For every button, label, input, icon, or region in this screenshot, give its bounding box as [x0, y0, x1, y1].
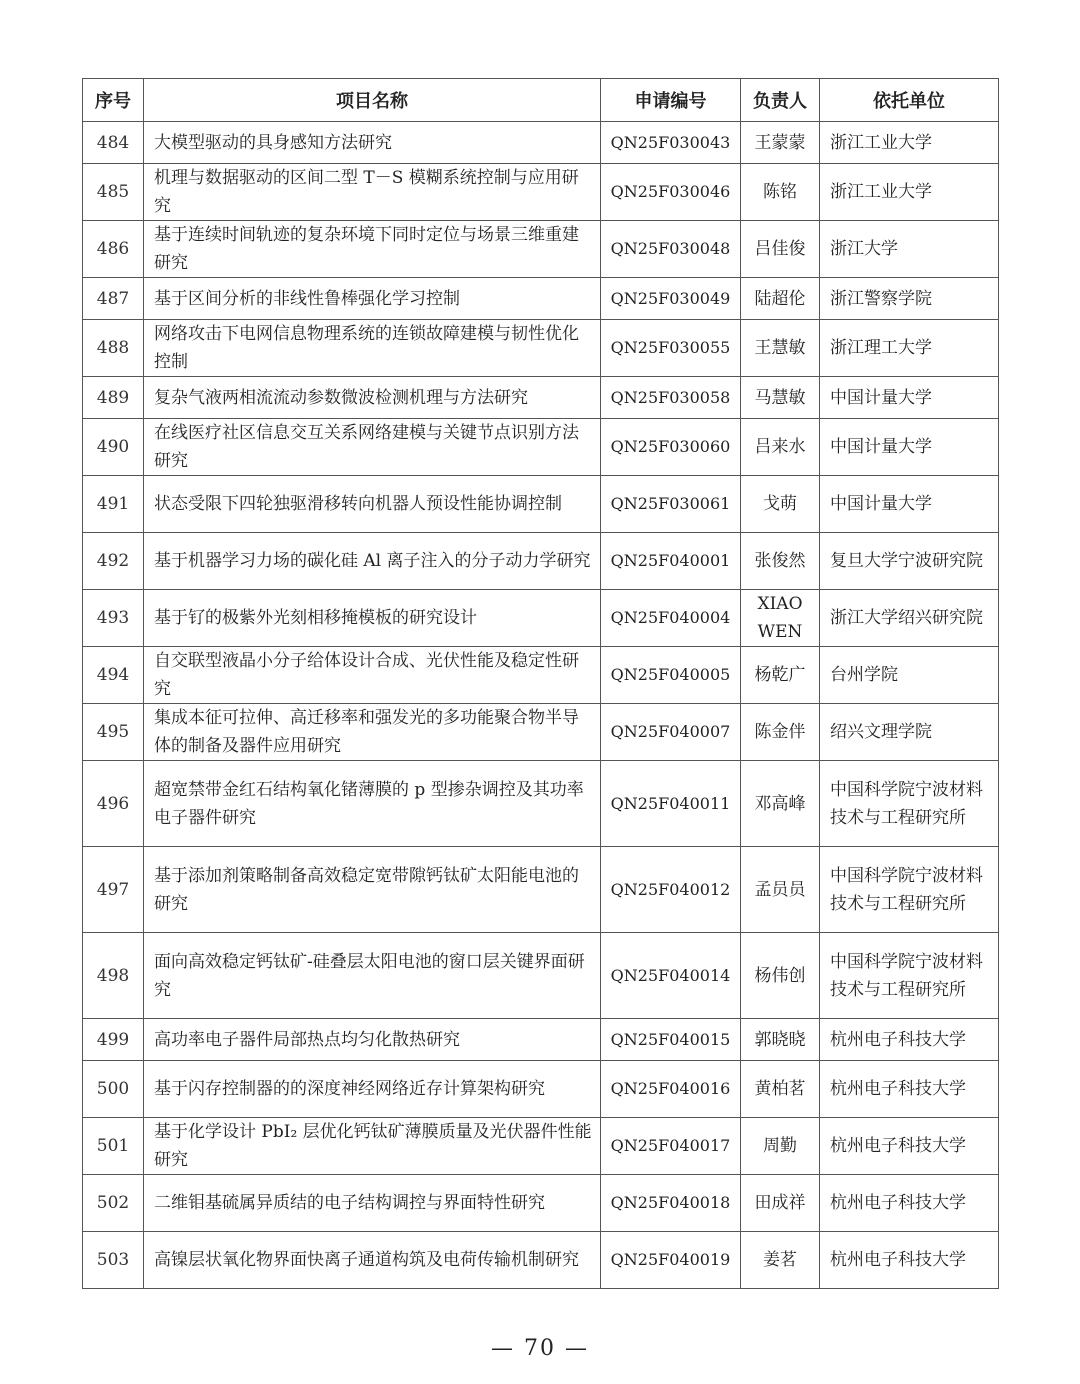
table-row [83, 1019, 999, 1061]
table-row [83, 320, 999, 377]
cell-serial-number: 484 [83, 122, 144, 164]
cell-project-name: 基于钌的极紫外光刻相移掩模板的研究设计 [144, 590, 601, 647]
table-row [83, 590, 999, 647]
cell-application-code: QN25F040012 [601, 847, 741, 933]
header-row [83, 79, 999, 122]
cell-application-code: QN25F030046 [601, 164, 741, 221]
cell-application-code: QN25F040019 [601, 1232, 741, 1289]
cell-serial-number: 492 [83, 533, 144, 590]
table-row [83, 533, 999, 590]
cell-host-institution: 中国计量大学 [820, 476, 999, 533]
header-host-institution: 依托单位 [820, 79, 999, 122]
cell-serial-number: 489 [83, 377, 144, 419]
cell-project-name: 基于连续时间轨迹的复杂环境下同时定位与场景三维重建研究 [144, 221, 601, 278]
cell-project-name: 大模型驱动的具身感知方法研究 [144, 122, 601, 164]
cell-application-code: QN25F030049 [601, 278, 741, 320]
cell-application-code: QN25F030048 [601, 221, 741, 278]
cell-application-code: QN25F040001 [601, 533, 741, 590]
cell-host-institution: 浙江大学绍兴研究院 [820, 590, 999, 647]
cell-project-name: 网络攻击下电网信息物理系统的连锁故障建模与韧性优化控制 [144, 320, 601, 377]
cell-project-name: 基于机器学习力场的碳化硅 Al 离子注入的分子动力学研究 [144, 533, 601, 590]
cell-serial-number: 490 [83, 419, 144, 476]
cell-principal-investigator: 郭晓晓 [741, 1019, 820, 1061]
cell-principal-investigator: 邓高峰 [741, 761, 820, 847]
cell-host-institution: 杭州电子科技大学 [820, 1061, 999, 1118]
cell-serial-number: 488 [83, 320, 144, 377]
cell-serial-number: 499 [83, 1019, 144, 1061]
cell-principal-investigator: 王慧敏 [741, 320, 820, 377]
cell-principal-investigator: 张俊然 [741, 533, 820, 590]
cell-serial-number: 500 [83, 1061, 144, 1118]
cell-serial-number: 487 [83, 278, 144, 320]
page-number: — 70 — [491, 1336, 589, 1361]
cell-principal-investigator: 王蒙蒙 [741, 122, 820, 164]
cell-project-name: 状态受限下四轮独驱滑移转向机器人预设性能协调控制 [144, 476, 601, 533]
cell-host-institution: 浙江理工大学 [820, 320, 999, 377]
cell-serial-number: 497 [83, 847, 144, 933]
cell-principal-investigator: 戈萌 [741, 476, 820, 533]
table-row [83, 847, 999, 933]
cell-serial-number: 495 [83, 704, 144, 761]
cell-host-institution: 中国科学院宁波材料技术与工程研究所 [820, 847, 999, 933]
table-row [83, 164, 999, 221]
cell-application-code: QN25F040004 [601, 590, 741, 647]
cell-serial-number: 501 [83, 1118, 144, 1175]
cell-project-name: 基于添加剂策略制备高效稳定宽带隙钙钛矿太阳能电池的研究 [144, 847, 601, 933]
table-row [83, 933, 999, 1019]
header-serial-number: 序号 [83, 79, 144, 122]
table-row [83, 122, 999, 164]
table-row [83, 476, 999, 533]
cell-host-institution: 杭州电子科技大学 [820, 1175, 999, 1232]
cell-host-institution: 杭州电子科技大学 [820, 1232, 999, 1289]
table-header [83, 79, 999, 122]
cell-project-name: 二维钼基硫属异质结的电子结构调控与界面特性研究 [144, 1175, 601, 1232]
table-row [83, 1061, 999, 1118]
cell-principal-investigator: 陈金伴 [741, 704, 820, 761]
cell-serial-number: 502 [83, 1175, 144, 1232]
cell-principal-investigator: 黄柏茗 [741, 1061, 820, 1118]
cell-host-institution: 中国科学院宁波材料技术与工程研究所 [820, 933, 999, 1019]
cell-host-institution: 杭州电子科技大学 [820, 1019, 999, 1061]
cell-principal-investigator: 姜茗 [741, 1232, 820, 1289]
cell-application-code: QN25F040017 [601, 1118, 741, 1175]
cell-principal-investigator: 吕来水 [741, 419, 820, 476]
cell-project-name: 复杂气液两相流流动参数微波检测机理与方法研究 [144, 377, 601, 419]
cell-project-name: 基于化学设计 PbI₂ 层优化钙钛矿薄膜质量及光伏器件性能研究 [144, 1118, 601, 1175]
cell-host-institution: 杭州电子科技大学 [820, 1118, 999, 1175]
project-list-table [82, 78, 999, 1289]
cell-host-institution: 中国计量大学 [820, 419, 999, 476]
table-row [83, 647, 999, 704]
cell-host-institution: 中国科学院宁波材料技术与工程研究所 [820, 761, 999, 847]
cell-application-code: QN25F030058 [601, 377, 741, 419]
cell-project-name: 高功率电子器件局部热点均匀化散热研究 [144, 1019, 601, 1061]
cell-application-code: QN25F040005 [601, 647, 741, 704]
table-body [83, 122, 999, 1289]
header-project-name: 项目名称 [144, 79, 601, 122]
cell-principal-investigator: 吕佳俊 [741, 221, 820, 278]
cell-serial-number: 491 [83, 476, 144, 533]
cell-application-code: QN25F030061 [601, 476, 741, 533]
table-row [83, 1118, 999, 1175]
cell-principal-investigator: 杨伟创 [741, 933, 820, 1019]
cell-serial-number: 486 [83, 221, 144, 278]
table-row [83, 419, 999, 476]
cell-application-code: QN25F040007 [601, 704, 741, 761]
cell-project-name: 集成本征可拉伸、高迁移率和强发光的多功能聚合物半导体的制备及器件应用研究 [144, 704, 601, 761]
cell-project-name: 机理与数据驱动的区间二型 T－S 模糊系统控制与应用研究 [144, 164, 601, 221]
table-row [83, 1232, 999, 1289]
cell-principal-investigator: 陆超伦 [741, 278, 820, 320]
cell-application-code: QN25F030060 [601, 419, 741, 476]
cell-host-institution: 绍兴文理学院 [820, 704, 999, 761]
cell-host-institution: 浙江工业大学 [820, 122, 999, 164]
header-application-code: 申请编号 [601, 79, 741, 122]
cell-project-name: 基于区间分析的非线性鲁棒强化学习控制 [144, 278, 601, 320]
cell-application-code: QN25F040018 [601, 1175, 741, 1232]
cell-project-name: 在线医疗社区信息交互关系网络建模与关键节点识别方法研究 [144, 419, 601, 476]
header-principal-investigator: 负责人 [741, 79, 820, 122]
cell-host-institution: 中国计量大学 [820, 377, 999, 419]
cell-host-institution: 浙江警察学院 [820, 278, 999, 320]
cell-principal-investigator: 杨乾广 [741, 647, 820, 704]
cell-project-name: 基于闪存控制器的的深度神经网络近存计算架构研究 [144, 1061, 601, 1118]
cell-project-name: 面向高效稳定钙钛矿-硅叠层太阳电池的窗口层关键界面研究 [144, 933, 601, 1019]
cell-application-code: QN25F040015 [601, 1019, 741, 1061]
cell-project-name: 超宽禁带金红石结构氧化锗薄膜的 p 型掺杂调控及其功率电子器件研究 [144, 761, 601, 847]
cell-serial-number: 496 [83, 761, 144, 847]
cell-host-institution: 浙江大学 [820, 221, 999, 278]
table-row [83, 704, 999, 761]
cell-serial-number: 485 [83, 164, 144, 221]
cell-application-code: QN25F040011 [601, 761, 741, 847]
table-row [83, 221, 999, 278]
cell-project-name: 高镍层状氧化物界面快离子通道构筑及电荷传输机制研究 [144, 1232, 601, 1289]
cell-principal-investigator: 田成祥 [741, 1175, 820, 1232]
cell-application-code: QN25F030055 [601, 320, 741, 377]
cell-serial-number: 503 [83, 1232, 144, 1289]
cell-serial-number: 498 [83, 933, 144, 1019]
table-row [83, 1175, 999, 1232]
cell-host-institution: 浙江工业大学 [820, 164, 999, 221]
cell-host-institution: 台州学院 [820, 647, 999, 704]
cell-principal-investigator: 马慧敏 [741, 377, 820, 419]
cell-principal-investigator: 孟员员 [741, 847, 820, 933]
cell-principal-investigator: 周勤 [741, 1118, 820, 1175]
cell-application-code: QN25F040016 [601, 1061, 741, 1118]
cell-project-name: 自交联型液晶小分子给体设计合成、光伏性能及稳定性研究 [144, 647, 601, 704]
cell-serial-number: 493 [83, 590, 144, 647]
cell-host-institution: 复旦大学宁波研究院 [820, 533, 999, 590]
table-row [83, 278, 999, 320]
cell-application-code: QN25F030043 [601, 122, 741, 164]
cell-serial-number: 494 [83, 647, 144, 704]
cell-principal-investigator: 陈铭 [741, 164, 820, 221]
table-row [83, 377, 999, 419]
cell-principal-investigator: XIAO WEN [741, 590, 820, 647]
table-row [83, 761, 999, 847]
cell-application-code: QN25F040014 [601, 933, 741, 1019]
